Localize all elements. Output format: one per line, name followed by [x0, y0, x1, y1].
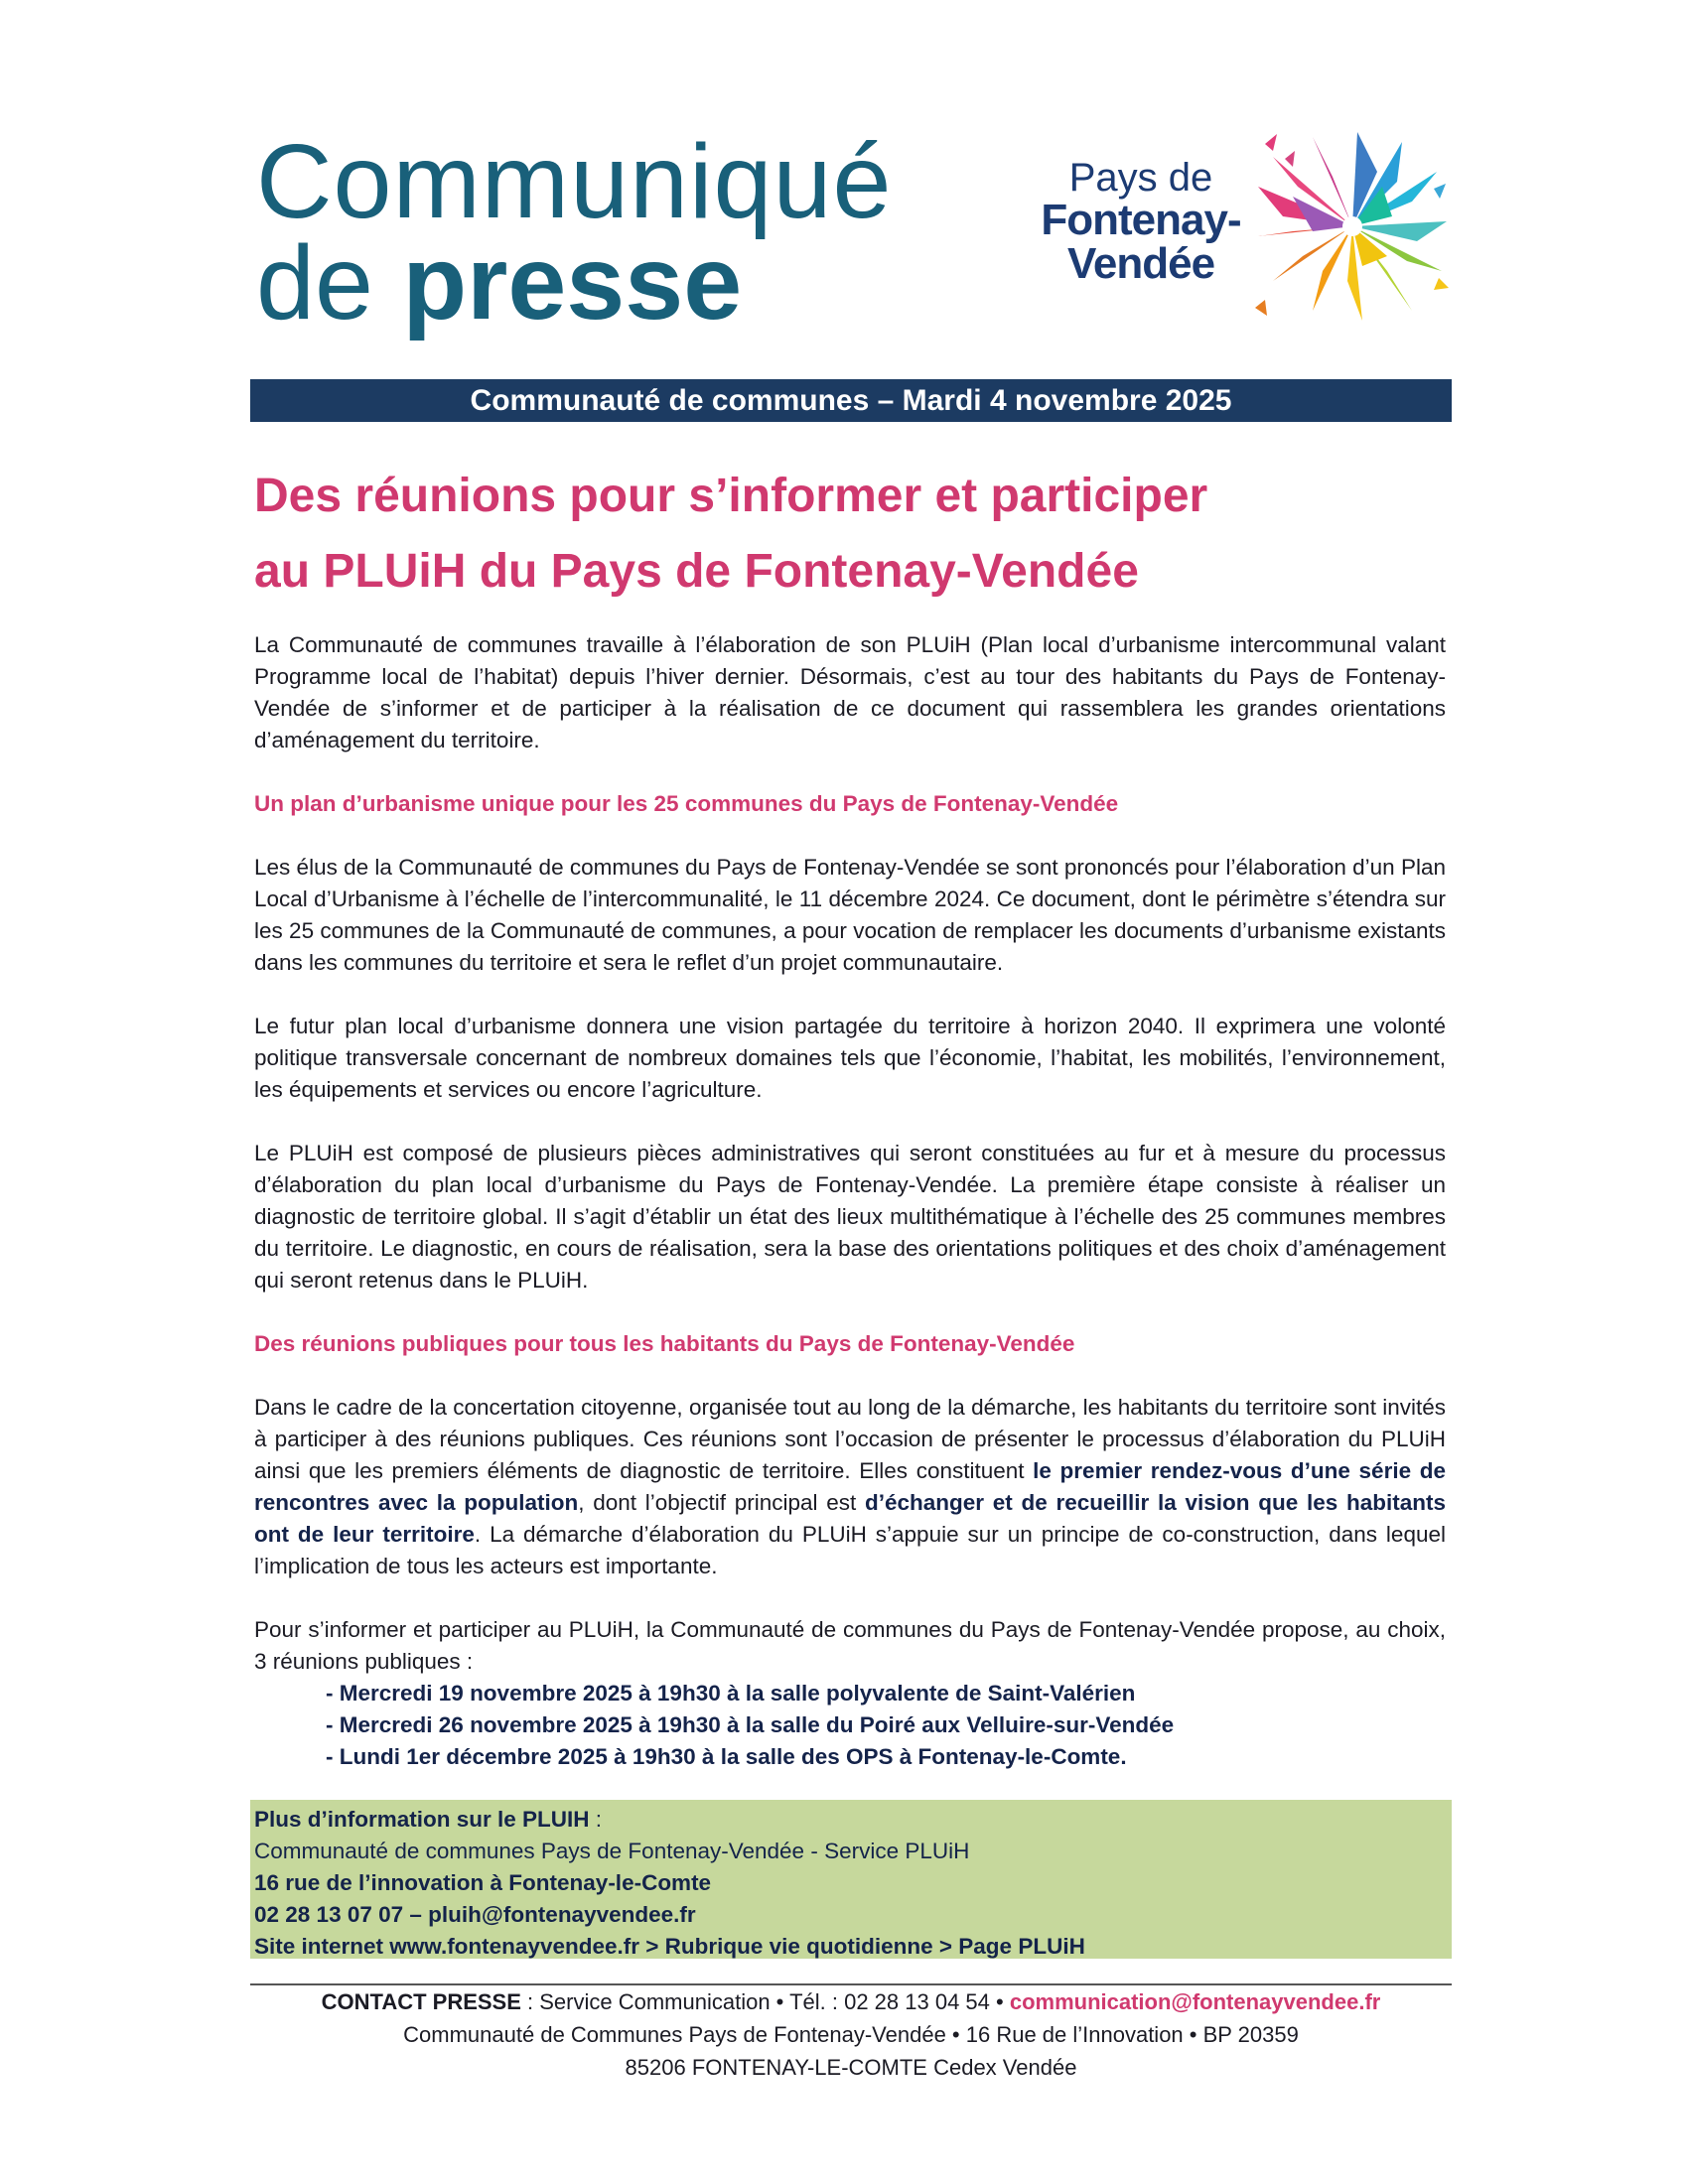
para4-bold-b: le premier rendez-vous d’une série de rencontres avec la population	[254, 1458, 1446, 1515]
meeting-item: - Mercredi 19 novembre 2025 à 19h30 à la salle polyvalente de Saint-Valérien	[326, 1681, 1136, 1706]
info-contact: 02 28 13 07 07 – pluih@fontenayvendee.fr	[254, 1902, 696, 1927]
logo-line1: Pays de	[1068, 156, 1213, 200]
footer-contact-line	[250, 1985, 1452, 2018]
meeting-item: - Lundi 1er décembre 2025 à 19h30 à la salle des OPS à Fontenay-le-Comte.	[326, 1744, 1127, 1769]
paragraph-pieces: Le PLUiH est composé de plusieurs pièces administratives qui seront constituées au fur et à mesure du processus d’élaboration du plan local d’urbanisme du Pays de Fontenay-Vendée. La première étape consiste à réaliser un diagnostic de territoire global. Il s’agit d’établir un état des lieux multithématique à l’échelle des 25 communes membres du territoire. Le diagnostic, en cours de réalisation, sera la base des orientations politiques et des choix d’aménagement qui seront retenus dans le PLUiH.	[254, 1141, 1446, 1293]
para4-text-c: , dont l’objectif principal est	[578, 1490, 866, 1515]
article-body	[254, 629, 1446, 1773]
info-service: Communauté de communes Pays de Fontenay-Vendée - Service PLUiH	[254, 1839, 970, 1863]
paragraph-concertation	[254, 1392, 1446, 1582]
logo-text	[1027, 157, 1255, 286]
subheading-reunions: Des réunions publiques pour tous les habitants du Pays de Fontenay-Vendée	[254, 1331, 1075, 1356]
title-line2-light: de	[256, 224, 403, 341]
paragraph-elus: Les élus de la Communauté de communes du Pays de Fontenay-Vendée se sont prononcés pour l’élaboration d’un Plan Local d’Urbanisme à l’échelle de l’intercommunalité, le 11 décembre 2024. Ce document, dont le périmètre s’étendra sur les 25 communes de la Communauté de communes, a pour vocation de remplacer les documents d’urbanisme existants dans les communes du territoire et sera le reflet d’un projet communautaire.	[254, 855, 1446, 975]
logo-line3: Vendée	[1066, 239, 1215, 288]
info-address: 16 rue de l’innovation à Fontenay-le-Comte	[254, 1870, 712, 1895]
para4-text-a: Dans le cadre de la concertation citoyenne, organisée tout au long de la démarche, les habitants du territoire sont invités à participer à des réunions publiques. Ces réunions sont l’occasion de présenter le processus d’élaboration du PLUiH ainsi que les premiers éléments de diagnostic de territoire. Elles constituent	[254, 1395, 1446, 1483]
pays-de-fontenay-vendee-logo	[1027, 129, 1454, 347]
info-website: Site internet www.fontenayvendee.fr > Rubrique vie quotidienne > Page PLUiH	[254, 1934, 1085, 1959]
title-line2	[256, 224, 892, 341]
date-bar: Communauté de communes – Mardi 4 novembre 2025	[250, 379, 1452, 422]
footer-email-link[interactable]: communication@fontenayvendee.fr	[1009, 1989, 1381, 2014]
headline-line1: Des réunions pour s’informer et participer	[254, 470, 1208, 522]
footer-contact-text: : Service Communication • Tél. : 02 28 13 04 54 •	[520, 1989, 1010, 2014]
subheading-plan: Un plan d’urbanisme unique pour les 25 communes du Pays de Fontenay-Vendée	[254, 791, 1119, 816]
meetings-list	[254, 1678, 1446, 1773]
headline-line2: au PLUiH du Pays de Fontenay-Vendée	[254, 545, 1139, 598]
header	[250, 123, 1452, 347]
info-title-row	[254, 1804, 1448, 1836]
para4-text-e: . La démarche d’élaboration du PLUiH s’appuie sur un principe de co-construction, dans lequel l’implication de tous les acteurs est importante.	[254, 1522, 1446, 1578]
info-title-suffix: :	[589, 1807, 603, 1832]
footer-address-line: Communauté de Communes Pays de Fontenay-Vendée • 16 Rue de l’Innovation • BP 20359	[403, 2022, 1299, 2047]
paragraph-vision: Le futur plan local d’urbanisme donnera une vision partagée du territoire à horizon 2040. Il exprimera une volonté politique transversale concernant de nombreux domaines tels que l’économie, l’habitat, les mobilités, l’environnement, les équipements et services ou encore l’agriculture.	[254, 1014, 1446, 1102]
info-title: Plus d’information sur le PLUIH	[254, 1807, 590, 1832]
footer-city-line: 85206 FONTENAY-LE-COMTE Cedex Vendée	[625, 2055, 1077, 2080]
title-line1: Communiqué	[256, 123, 893, 240]
title-line2-bold: presse	[402, 224, 743, 341]
headline	[254, 459, 1456, 610]
meeting-item: - Mercredi 26 novembre 2025 à 19h30 à la salle du Poiré aux Velluire-sur-Vendée	[326, 1712, 1175, 1737]
document-title	[256, 123, 893, 341]
intro-paragraph: La Communauté de communes travaille à l’élaboration de son PLUiH (Plan local d’urbanisme intercommunal valant Programme local de l’habitat) depuis l’hiver dernier. Désormais, c’est au tour des habitants du Pays de Fontenay-Vendée de s’informer et de participer à la réalisation de ce document qui rassemblera les grandes orientations d’aménagement du territoire.	[254, 632, 1446, 752]
para4-bold-d: d’échanger et de recueillir la vision que les habitants ont de leur territoire	[254, 1490, 1446, 1547]
logo-line2: Fontenay-	[1041, 196, 1241, 244]
colorful-star-icon	[1235, 129, 1454, 328]
footer	[250, 1985, 1452, 2084]
info-box	[250, 1800, 1452, 1959]
paragraph-choix: Pour s’informer et participer au PLUiH, la Communauté de communes du Pays de Fontenay-Vendée propose, au choix, 3 réunions publiques :	[254, 1617, 1446, 1674]
footer-contact-label: CONTACT PRESSE	[321, 1989, 521, 2014]
